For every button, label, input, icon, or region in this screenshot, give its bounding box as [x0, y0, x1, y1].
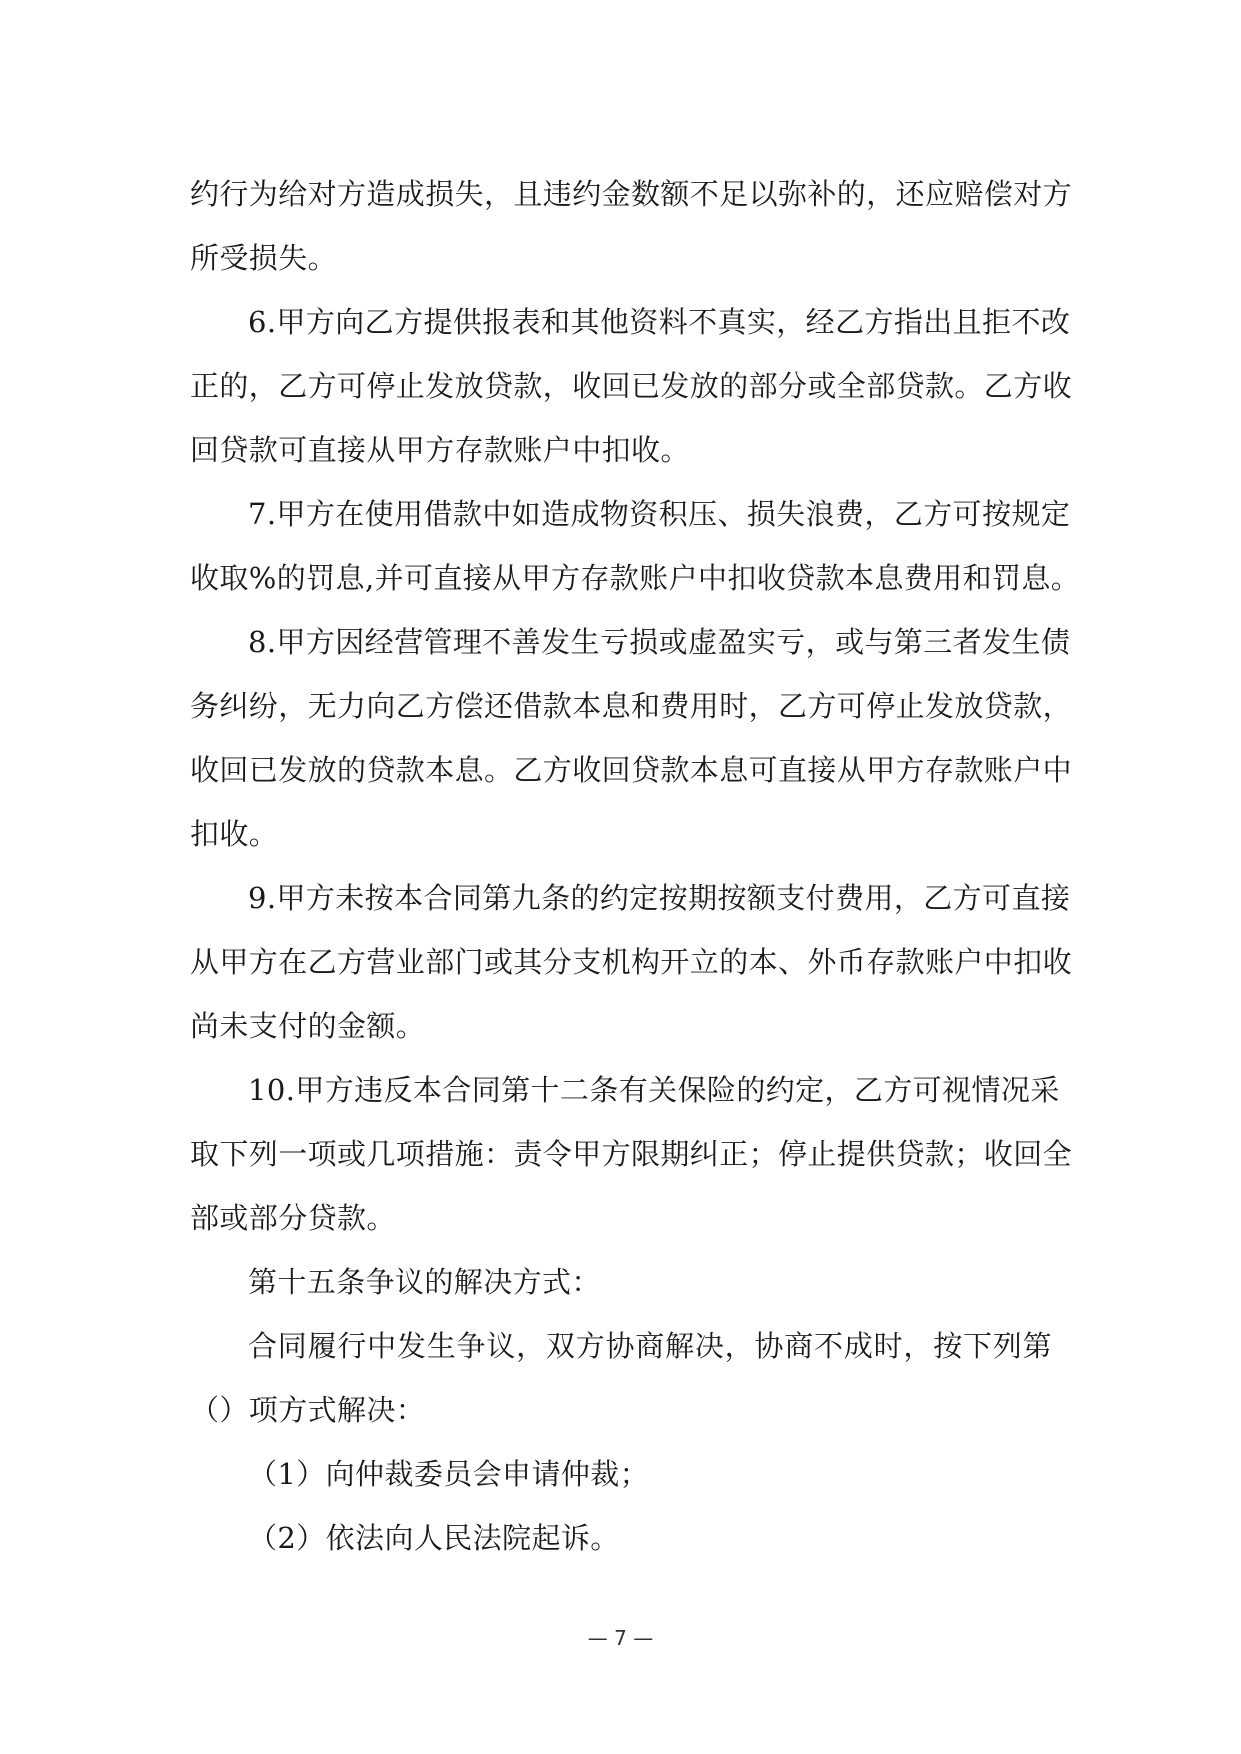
- paragraph-line: 9.甲方未按本合同第九条的约定按期按额支付费用，乙方可直接: [248, 881, 1071, 915]
- list-item: （1）向仲裁委员会申请仲裁；: [248, 1457, 650, 1491]
- paragraph-line: 收取%的罚息,并可直接从甲方存款账户中扣收贷款本息费用和罚息。: [190, 561, 1081, 595]
- paragraph-line: 正的，乙方可停止发放贷款，收回已发放的部分或全部贷款。乙方收: [190, 369, 1073, 403]
- paragraph-line: 从甲方在乙方营业部门或其分支机构开立的本、外币存款账户中扣收: [190, 945, 1073, 979]
- paragraph-line: 部或部分贷款。: [190, 1201, 396, 1235]
- page-number: — 7 —: [587, 1626, 654, 1650]
- paragraph-line: 8.甲方因经营管理不善发生亏损或虚盈实亏，或与第三者发生债: [248, 625, 1071, 659]
- paragraph-line: 尚未支付的金额。: [190, 1009, 426, 1043]
- list-item: （2）依法向人民法院起诉。: [248, 1521, 620, 1555]
- paragraph-line: 取下列一项或几项措施：责令甲方限期纠正；停止提供贷款；收回全: [190, 1137, 1073, 1171]
- paragraph-line: 务纠纷，无力向乙方偿还借款本息和费用时，乙方可停止发放贷款，: [190, 689, 1073, 723]
- document-body: [190, 162, 1081, 1570]
- section-heading: 第十五条争议的解决方式：: [248, 1265, 601, 1299]
- paragraph-line: 回贷款可直接从甲方存款账户中扣收。: [190, 433, 690, 467]
- paragraph-line: 合同履行中发生争议，双方协商解决，协商不成时，按下列第: [248, 1329, 1052, 1363]
- paragraph-line: 收回已发放的贷款本息。乙方收回贷款本息可直接从甲方存款账户中: [190, 753, 1073, 787]
- paragraph-line: 6.甲方向乙方提供报表和其他资料不真实，经乙方指出且拒不改: [248, 305, 1071, 339]
- paragraph-line: 10.甲方违反本合同第十二条有关保险的约定，乙方可视情况采: [248, 1073, 1060, 1107]
- paragraph-line: 所受损失。: [190, 241, 338, 275]
- paragraph-line: 约行为给对方造成损失，且违约金数额不足以弥补的，还应赔偿对方: [190, 177, 1073, 211]
- paragraph-line: 扣收。: [190, 817, 279, 851]
- paragraph-line: （）项方式解决：: [190, 1393, 426, 1427]
- paragraph-line: 7.甲方在使用借款中如造成物资积压、损失浪费，乙方可按规定: [248, 497, 1071, 531]
